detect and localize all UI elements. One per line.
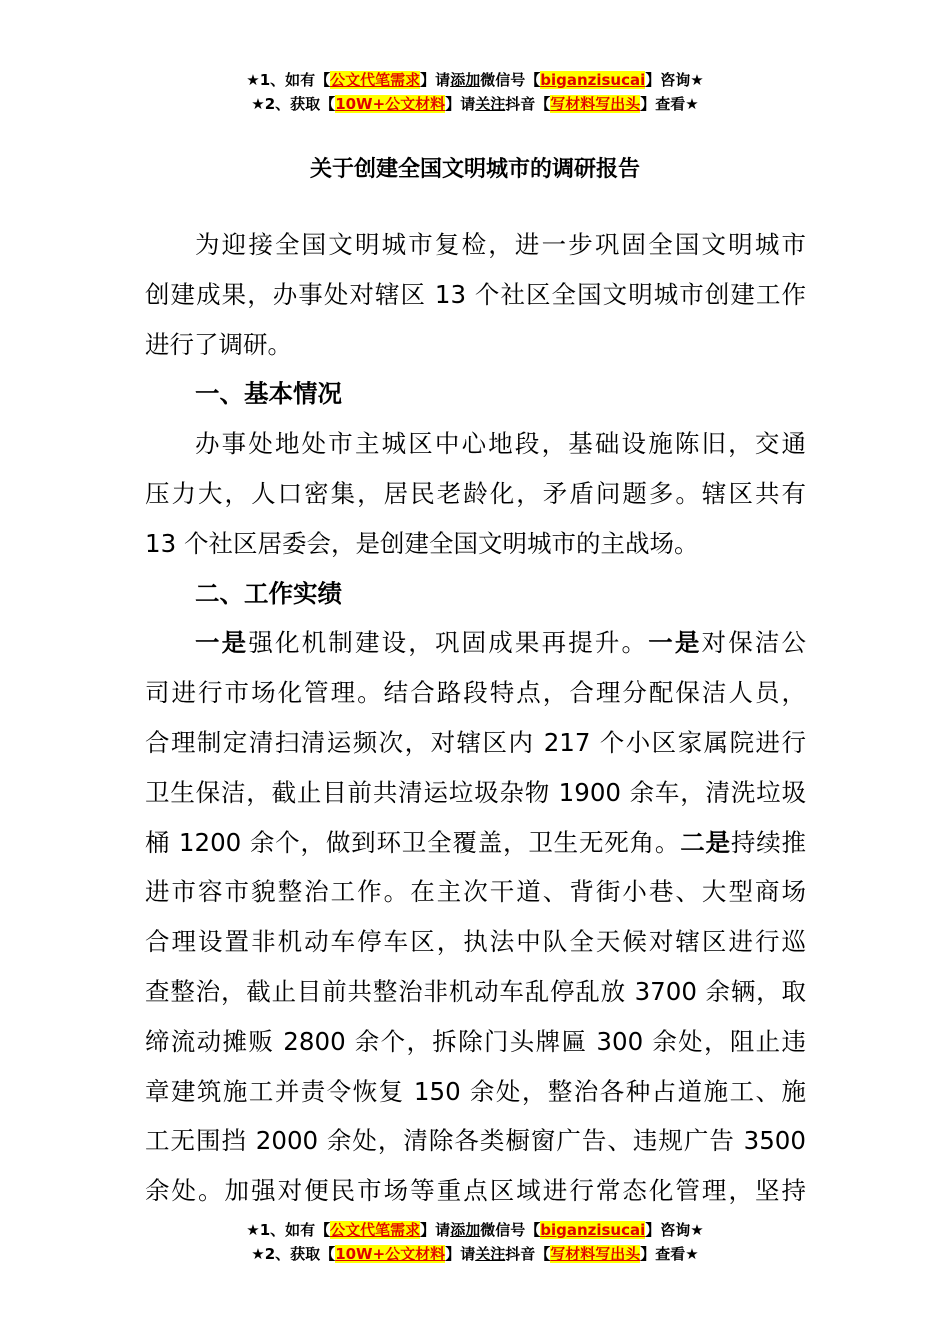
document-title: 关于创建全国文明城市的调研报告 [309, 157, 640, 182]
paragraph-line [145, 768, 806, 818]
paragraph-line [145, 1017, 806, 1067]
highlighted-text: 10W+公文材料 [335, 1245, 446, 1263]
text: 强化机制建设，巩固成果再提升。 [248, 628, 649, 658]
text: 13 个社区居委会，是创建全国文明城市的主战场。 [145, 528, 699, 558]
text: 查整治，截止目前共整治非机动车乱停乱放 3700 余辆，取 [145, 976, 806, 1006]
text: 余处。加强对便民市场等重点区域进行常态化管理，坚持 [145, 1176, 806, 1206]
banner-text: 抖音【 [505, 95, 551, 113]
banner-text: 】咨询★ [645, 71, 704, 89]
highlighted-text: biganzisucai [540, 1221, 646, 1239]
text: 办事处地处市主城区中心地段，基础设施陈旧，交通 [195, 429, 806, 459]
bold-text: 二是 [680, 827, 731, 857]
banner-line [0, 68, 950, 92]
text: 创建成果，办事处对辖区 13 个社区全国文明城市创建工作 [145, 279, 806, 309]
highlighted-text: 公文代笔需求 [330, 71, 421, 89]
paragraph-line [145, 320, 806, 370]
highlighted-text: 写材料写出头 [550, 1245, 641, 1263]
text: 压力大，人口密集，居民老龄化，矛盾问题多。辖区共有 [145, 478, 806, 508]
paragraph-line [145, 220, 806, 270]
banner-text: 】请 [445, 1245, 476, 1263]
text: 对保洁公 [701, 628, 807, 658]
banner-text: 】请 [420, 71, 451, 89]
bold-text: 一是 [648, 628, 702, 658]
header-promo-banner [0, 68, 950, 116]
paragraph-line [145, 618, 806, 668]
paragraph-line [145, 917, 806, 967]
banner-text: 】查看★ [640, 95, 699, 113]
text: 桶 1200 余个，做到环卫全覆盖，卫生无死角。 [145, 827, 681, 857]
paragraph-line [145, 668, 806, 718]
paragraph-line [145, 270, 806, 320]
banner-text: 微信号【 [480, 1221, 541, 1239]
paragraph-line [145, 1166, 806, 1216]
section-heading [145, 369, 806, 419]
highlighted-text: 10W+公文材料 [335, 95, 446, 113]
paragraph-line [145, 469, 806, 519]
text: 缔流动摊贩 2800 余个，拆除门头牌匾 300 余处，阻止违 [145, 1026, 806, 1056]
bold-text: 一是 [195, 628, 249, 658]
text: 进行了调研。 [145, 329, 292, 359]
highlighted-text: 写材料写出头 [550, 95, 641, 113]
paragraph-line [145, 419, 806, 469]
text: 司进行市场化管理。结合路段特点，合理分配保洁人员， [145, 678, 806, 708]
banner-text: ★2、获取【 [251, 1245, 336, 1263]
paragraph-line [145, 1116, 806, 1166]
text: 工无围挡 2000 余处，清除各类橱窗广告、违规广告 3500 [145, 1126, 806, 1156]
underlined-text: 关注 [475, 1245, 506, 1263]
underlined-text: 添加 [450, 71, 481, 89]
banner-text: ★2、获取【 [251, 95, 336, 113]
highlighted-text: 公文代笔需求 [330, 1221, 421, 1239]
text: 合理制定清扫清运频次，对辖区内 217 个小区家属院进行 [145, 727, 806, 757]
paragraph-line [145, 967, 806, 1017]
paragraph-line [145, 818, 806, 868]
document-body [145, 220, 806, 1216]
text: 一、基本情况 [195, 379, 342, 409]
text: 卫生保洁，截止目前共清运垃圾杂物 1900 余车，清洗垃圾 [145, 777, 806, 807]
footer-promo-banner [0, 1218, 950, 1266]
banner-text: ★1、如有【 [246, 71, 331, 89]
text: 合理设置非机动车停车区，执法中队全天候对辖区进行巡 [145, 927, 806, 957]
underlined-text: 添加 [450, 1221, 481, 1239]
banner-text: 】请 [420, 1221, 451, 1239]
paragraph-line [145, 519, 806, 569]
underlined-text: 关注 [475, 95, 506, 113]
paragraph-line [145, 867, 806, 917]
paragraph-line [145, 718, 806, 768]
text: 持续推 [730, 827, 807, 857]
banner-line [0, 92, 950, 116]
text: 二、工作实绩 [195, 578, 342, 608]
text: 章建筑施工并责令恢复 150 余处，整治各种占道施工、施 [145, 1076, 806, 1106]
banner-text: 微信号【 [480, 71, 541, 89]
banner-text: 抖音【 [505, 1245, 551, 1263]
banner-text: 】查看★ [640, 1245, 699, 1263]
banner-line [0, 1218, 950, 1242]
banner-text: 】请 [445, 95, 476, 113]
text: 进市容市貌整治工作。在主次干道、背街小巷、大型商场 [145, 877, 806, 907]
banner-text: ★1、如有【 [246, 1221, 331, 1239]
highlighted-text: biganzisucai [540, 71, 646, 89]
text: 为迎接全国文明城市复检，进一步巩固全国文明城市 [195, 230, 806, 259]
paragraph-line [145, 1067, 806, 1117]
banner-text: 】咨询★ [645, 1221, 704, 1239]
banner-line [0, 1242, 950, 1266]
section-heading [145, 569, 806, 619]
